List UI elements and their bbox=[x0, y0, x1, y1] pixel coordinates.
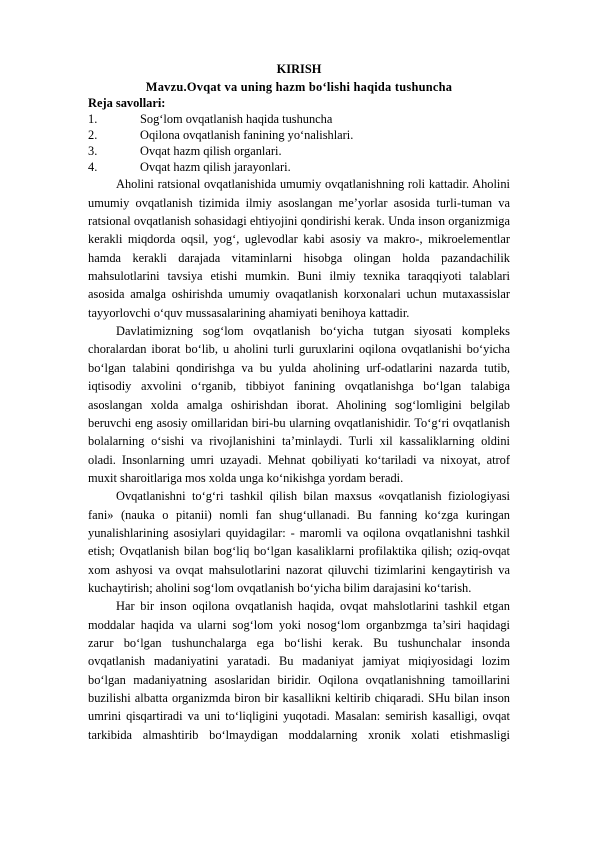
body-paragraph: Aholini ratsional ovqatlanishida umumiy ovqatlanishning roli kattadir. Aholini umumiy ovqatlanish tizimida ilmiy asoslangan me’yorlar asosida turli-tuman va ratsional ovqatlanish sohasidagi ehtiyojini qondirishi kerak. Unda inson organizmiga kerakli miqdorda oqsil, yog‘, uglevodlar kabi asosiy va makro-, mikroelementlar hamda kerakli darajada vitaminlarni hisobga olingan holda pazandachilik mahsulotlarini tavsiya etishi mumkin. Buni ilmiy texnika taraqqiyoti talablari asosida amalga oshirishda umumiy ovaqatlanish korxonalari uchun mutaxassislar tayyorlovchi o‘quv mussasalarining ahamiyati benihoya kattadir. bbox=[88, 177, 510, 320]
plan-item-text: Oqilona ovqatlanish fanining yo‘nalishlari. bbox=[140, 128, 354, 143]
plan-item-number: 1. bbox=[88, 112, 98, 126]
document-page bbox=[88, 62, 510, 744]
body-paragraph: Har bir inson oqilona ovqatlanish haqida, ovqat mahslotlarini tashkil etgan moddalar haqida va ularni sog‘lom yoki nosog‘lom organbzmga ta’siri haqidagi zarur bo‘lgan tushunchalarga ega bo‘lishi kerak. Bu tushunchalar insonda ovqatlanish madaniyatini yaratadi. Bu madaniyat jamiyat miqiyosidagi lozim bo‘lgan madaniyatning asoslaridan biridir. Oqilona ovqatlanishning tamoillarini buzilishi albatta organizmda biron bir kasallikni keltirib chiqaradi. SHu bilan inson umrini qisqartiradi va uni to‘liqligini yuqotadi. Masalan: semirish kasalligi, ovqat tarkibida almashtirib bo‘lmaydigan moddalarning xronik xolati etishmasligi bbox=[88, 599, 510, 742]
section-title: KIRISH bbox=[276, 62, 322, 76]
topic-subtitle: Mavzu.Ovqat va uning hazm bo‘lishi haqida tushuncha bbox=[145, 80, 453, 94]
plan-item bbox=[88, 111, 510, 127]
plan-item-text: Ovqat hazm qilish jarayonlari. bbox=[140, 160, 291, 175]
body-paragraph: Ovqatlanishni to‘g‘ri tashkil qilish bilan maxsus «ovqatlanish fiziologiyasi fani» (nauka o pitanii) nomli fan shug‘ullanadi. Bu fanning ko‘zga kuringan yunalishlarining asosiylari quyidagilar: - maromli va oqilona ovqatlanishni tashkil etish; Ovqatlanish bilan bog‘liq bo‘lgan kasaliklarni profilaktika qilish; oziq-ovqat xom ashyosi va ovqat mahsulotlarini nazorat qiluvchi tizimlarini kengaytirish va kuchaytirish; aholini sog‘lom ovqatlanish bo‘yicha bilim darajasini ko‘tarish. bbox=[88, 489, 510, 595]
body-paragraph: Davlatimizning sog‘lom ovqatlanish bo‘yicha tutgan siyosati kompleks choralardan iborat bo‘lib, u aholini turli guruxlarini oqilona ovqatlanishi bo‘yicha bo‘lgan talabini qondirishga va bu yulda aholining urf-odatlarini nazarda tutib, iqtisodiy axvolini o‘rganib, tibbiyot fanining ovqatlanishga bo‘lgan talabiga asoslangan xolda amalga oshirishdan iborat. Aholining sog‘lomligini belgilab beruvchi eng asosiy omillaridan biri-bu ularning ovqatlanishidir. To‘g‘ri ovqatlanish bolalarning o‘sishi va rivojlanishini ta’minlaydi. Turli xil kassaliklarning oldini oladi. Insonlarning umri uzayadi. Mehnat qobiliyati ko‘tariladi va nixoyat, atrof muxit sharoitlariga mos xolda unga ko‘nikishga yordam beradi. bbox=[88, 324, 510, 485]
plan-item bbox=[88, 159, 510, 175]
plan-heading: Reja savollari: bbox=[88, 96, 166, 110]
plan-item bbox=[88, 143, 510, 159]
plan-item-number: 4. bbox=[88, 160, 98, 175]
plan-item-text: Sog‘lom ovqatlanish haqida tushuncha bbox=[140, 112, 333, 126]
plan-item-number: 2. bbox=[88, 128, 98, 143]
plan-list bbox=[88, 111, 510, 175]
plan-item-number: 3. bbox=[88, 144, 98, 159]
plan-item bbox=[88, 127, 510, 143]
plan-item-text: Ovqat hazm qilish organlari. bbox=[140, 144, 282, 159]
